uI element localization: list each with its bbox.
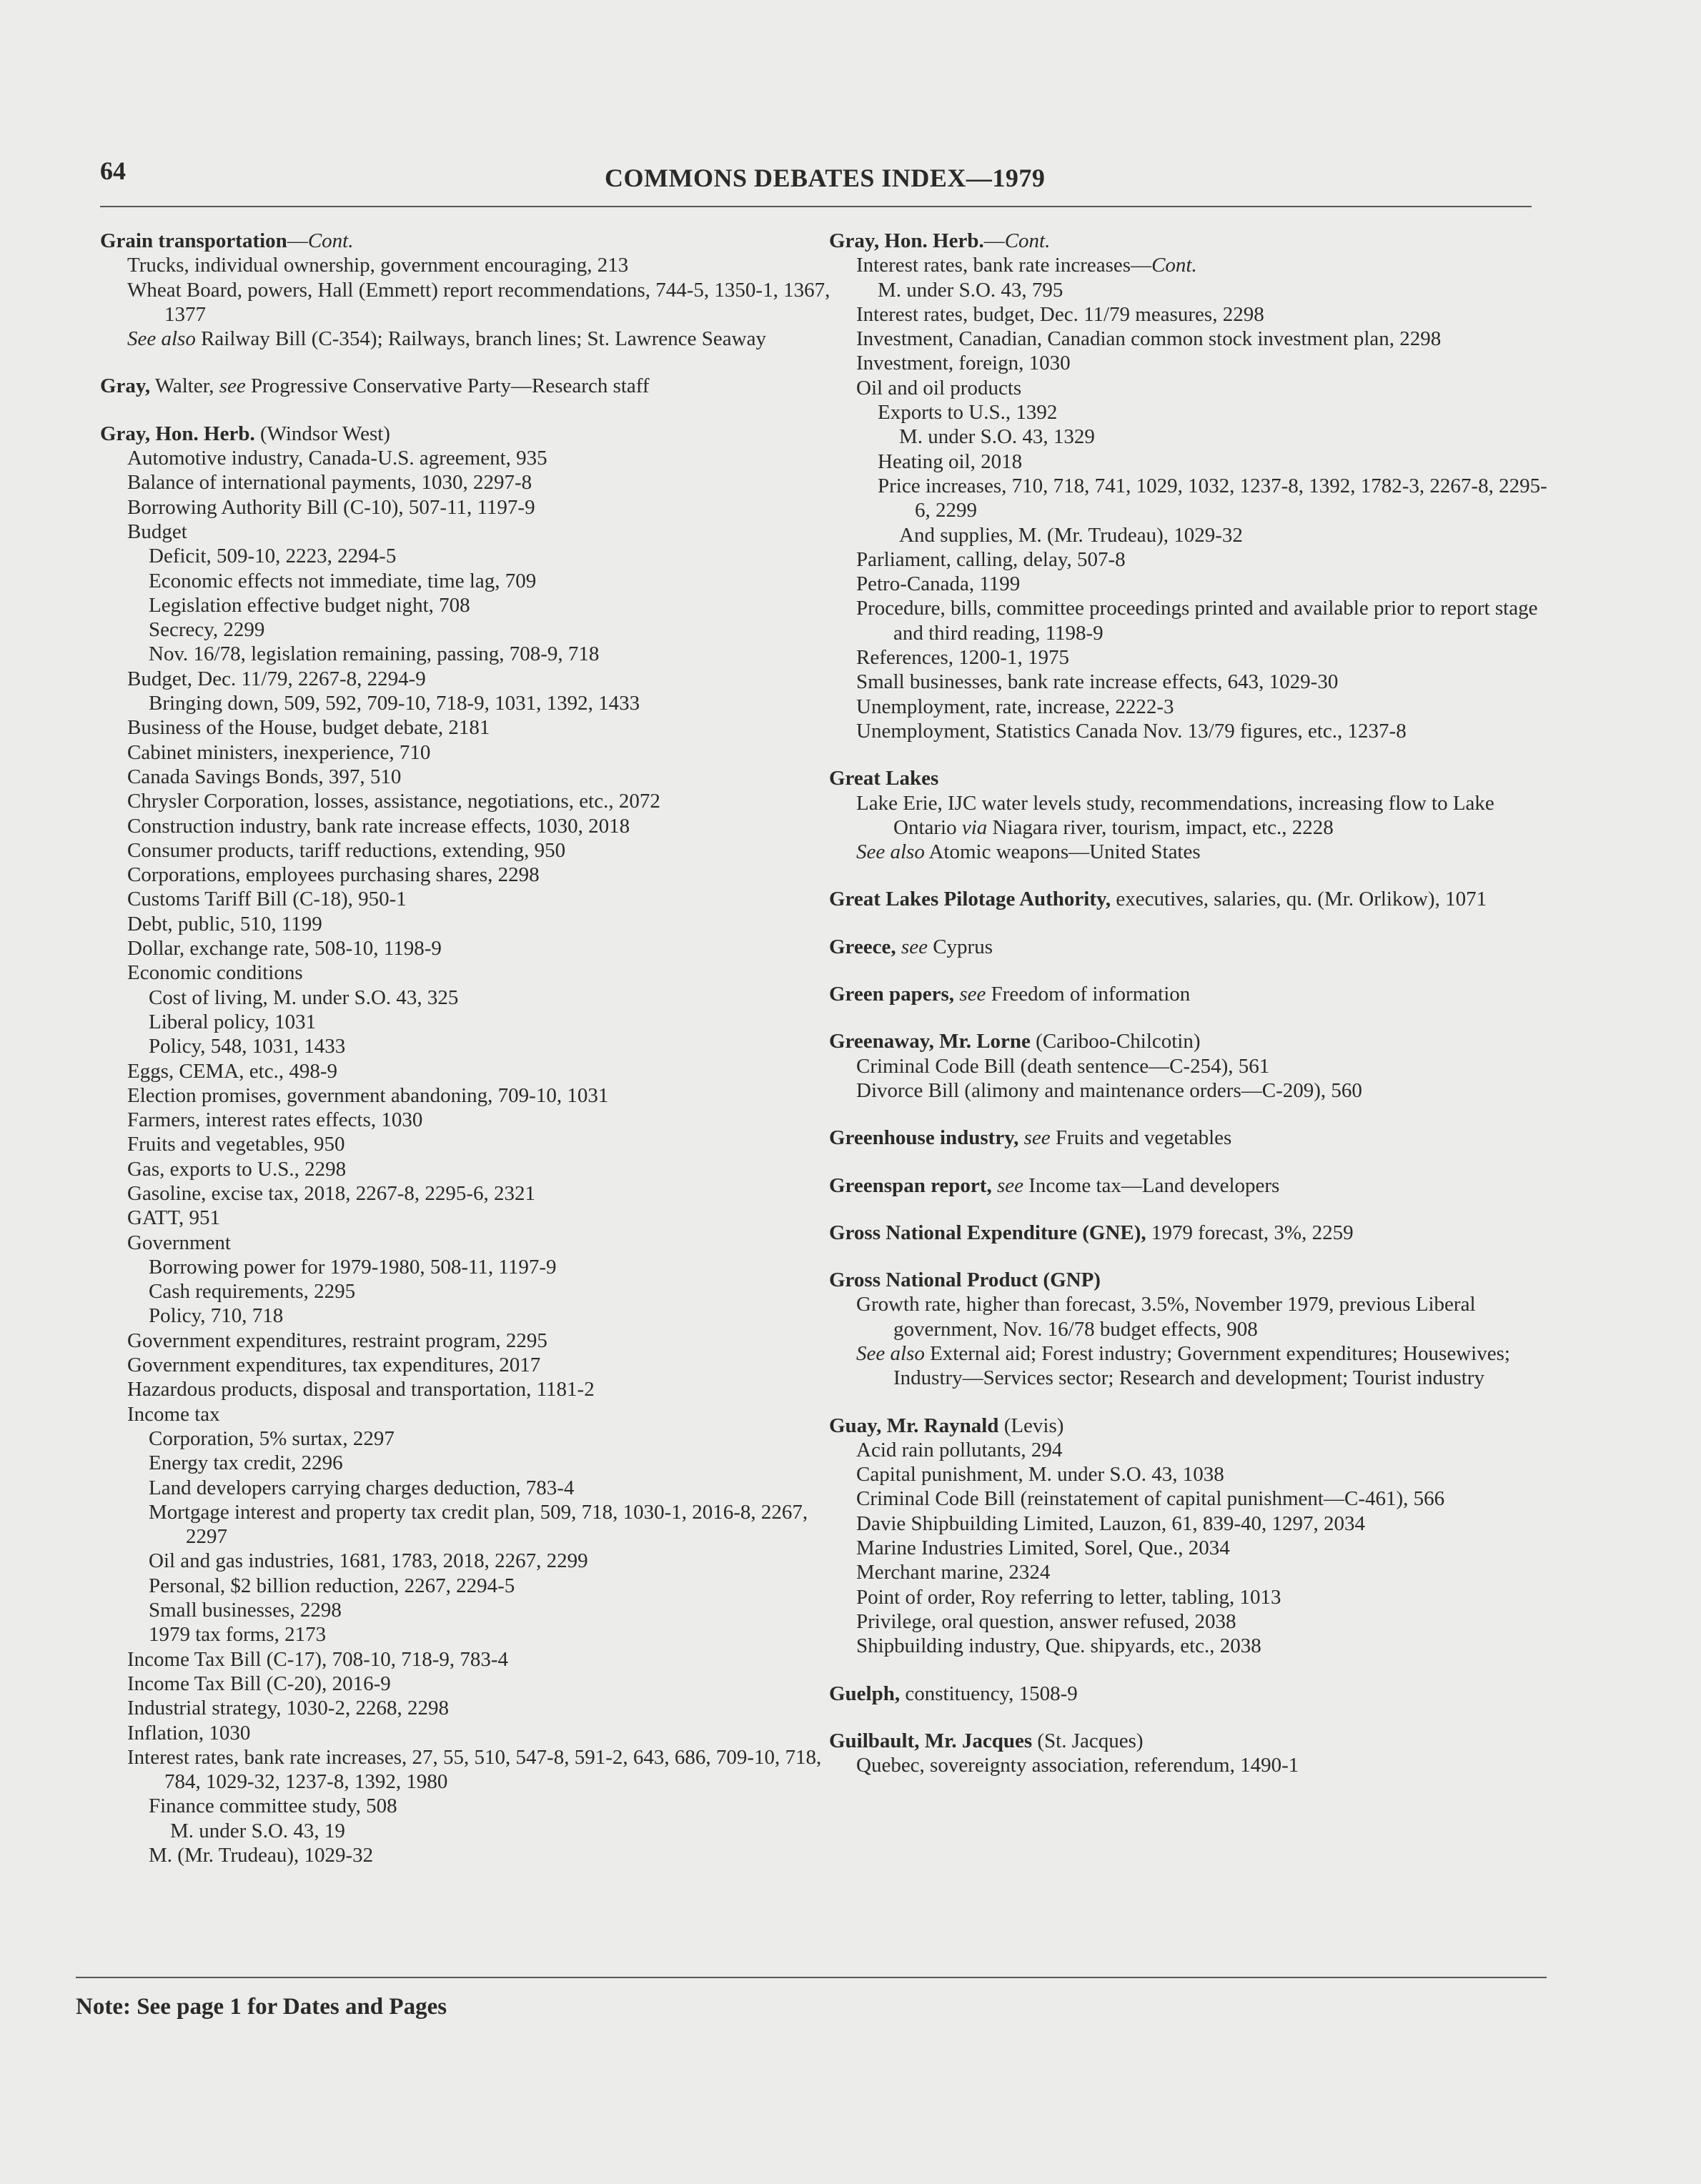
index-entry bbox=[829, 229, 1558, 743]
subentry-text: Investment, foreign, 1030 bbox=[856, 352, 1071, 375]
subentry-text: Point of order, Roy referring to letter, tabling, 1013 bbox=[856, 1585, 1281, 1609]
entry-heading bbox=[829, 982, 1558, 1006]
subentry-text: Interest rates, bank rate increases— bbox=[856, 254, 1152, 277]
subentry-text: Secrecy, 2299 bbox=[149, 618, 265, 642]
subentry-text: Mortgage interest and property tax credit plan, 509, 718, 1030-1, 2016-8, 2267, 2297 bbox=[149, 1500, 808, 1549]
subentry-text: GATT, 951 bbox=[127, 1206, 220, 1230]
heading-rest: constituency, 1508-9 bbox=[900, 1682, 1078, 1705]
subentry bbox=[146, 1034, 843, 1058]
entry-heading bbox=[829, 229, 1558, 253]
subentry-text: Borrowing power for 1979-1980, 508-11, 1197-9 bbox=[149, 1255, 557, 1279]
index-entry bbox=[829, 1268, 1558, 1390]
subentry-text: Cabinet ministers, inexperience, 710 bbox=[127, 740, 431, 764]
left-column bbox=[100, 229, 843, 1867]
subentry bbox=[146, 1451, 843, 1475]
see-reference: see bbox=[959, 983, 986, 1006]
subentry-text: Oil and gas industries, 1681, 1783, 2018, 2267, 2299 bbox=[149, 1549, 588, 1573]
see-also-label: See also bbox=[856, 840, 925, 864]
subentry-list bbox=[829, 1753, 1558, 1777]
subentry-text: Corporations, employees purchasing shares, 2298 bbox=[127, 863, 540, 887]
entry-heading bbox=[829, 1221, 1558, 1245]
subentry bbox=[146, 1279, 843, 1304]
entry-heading bbox=[829, 1729, 1558, 1753]
subentry bbox=[853, 1512, 1558, 1536]
subentry bbox=[146, 1598, 843, 1622]
subentry-text: M. (Mr. Trudeau), 1029-32 bbox=[149, 1844, 374, 1867]
see-reference: see bbox=[219, 374, 246, 398]
heading-after: Cyprus bbox=[927, 935, 993, 958]
subentry bbox=[124, 814, 843, 838]
subentry-text: Unemployment, Statistics Canada Nov. 13/79 figures, etc., 1237-8 bbox=[856, 719, 1407, 743]
subentry-text: Trucks, individual ownership, government encouraging, 213 bbox=[127, 254, 629, 277]
subentry bbox=[853, 1462, 1558, 1486]
right-column bbox=[829, 229, 1558, 1777]
entry-heading bbox=[100, 229, 843, 253]
entry-heading bbox=[829, 766, 1558, 790]
subentry-text: Land developers carrying charges deduction, 783-4 bbox=[149, 1476, 575, 1499]
subentry-text: Divorce Bill (alimony and maintenance orders—C-209), 560 bbox=[856, 1078, 1362, 1102]
subentry-text: Acid rain pollutants, 294 bbox=[856, 1438, 1063, 1461]
cont-label: Cont. bbox=[307, 229, 354, 252]
subentry-text: Exports to U.S., 1392 bbox=[878, 401, 1058, 425]
entry-heading bbox=[829, 1414, 1558, 1438]
subentry-text: Small businesses, 2298 bbox=[149, 1599, 342, 1622]
index-entry bbox=[829, 1029, 1558, 1103]
subentry-text: Shipbuilding industry, Que. shipyards, etc., 2038 bbox=[856, 1634, 1261, 1658]
subentry-text: Corporation, 5% surtax, 2297 bbox=[149, 1426, 395, 1450]
subentry bbox=[146, 1426, 843, 1451]
subentry-text: M. under S.O. 43, 795 bbox=[878, 278, 1063, 302]
heading-after: Income tax—Land developers bbox=[1023, 1173, 1280, 1197]
subentry bbox=[124, 667, 843, 691]
subentry bbox=[853, 1438, 1558, 1462]
running-title: COMMONS DEBATES INDEX—1979 bbox=[605, 164, 1046, 192]
subentry bbox=[875, 474, 1558, 523]
heading-word: Grain transportation bbox=[100, 229, 287, 252]
subentry bbox=[124, 789, 843, 813]
heading-word: Great Lakes Pilotage Authority, bbox=[829, 888, 1111, 911]
subentry bbox=[124, 1377, 843, 1401]
subentry bbox=[853, 253, 1558, 277]
subentry-list bbox=[829, 1054, 1558, 1103]
subentry bbox=[853, 596, 1558, 645]
subentry bbox=[146, 1476, 843, 1500]
index-entry bbox=[829, 1173, 1558, 1198]
subentry bbox=[853, 791, 1558, 840]
subentry bbox=[124, 1059, 843, 1083]
subentry bbox=[124, 278, 843, 327]
subentry-text: Bringing down, 509, 592, 709-10, 718-9, 1031, 1392, 1433 bbox=[149, 692, 640, 715]
subentry bbox=[853, 1486, 1558, 1511]
subentry bbox=[124, 1745, 843, 1795]
heading-word: Gross National Expenditure (GNE), bbox=[829, 1221, 1146, 1244]
subentry-text: Policy, 548, 1031, 1433 bbox=[149, 1035, 346, 1058]
subentry bbox=[146, 544, 843, 568]
subentry bbox=[124, 838, 843, 863]
subentry-text: Economic conditions bbox=[127, 961, 303, 985]
subentry-text: Cash requirements, 2295 bbox=[149, 1280, 356, 1304]
index-entry bbox=[829, 1126, 1558, 1150]
subentry-text: Construction industry, bank rate increase effects, 1030, 2018 bbox=[127, 814, 630, 838]
subentry-text: Borrowing Authority Bill (C-10), 507-11, 1197-9 bbox=[127, 495, 535, 519]
subentry bbox=[853, 1292, 1558, 1341]
subentry bbox=[124, 715, 843, 740]
subentry-text: Criminal Code Bill (death sentence—C-254), 561 bbox=[856, 1054, 1270, 1078]
subentry bbox=[124, 495, 843, 520]
subentry-text: Liberal policy, 1031 bbox=[149, 1010, 317, 1033]
subentry-text: Hazardous products, disposal and transportation, 1181-2 bbox=[127, 1378, 595, 1401]
subentry bbox=[124, 327, 843, 351]
subentry bbox=[896, 523, 1558, 547]
subentry bbox=[853, 302, 1558, 327]
subentry-list bbox=[100, 446, 843, 1867]
heading-word: Great Lakes bbox=[829, 767, 939, 790]
heading-after: Freedom of information bbox=[986, 983, 1191, 1006]
index-entry bbox=[829, 766, 1558, 864]
index-entry bbox=[829, 1682, 1558, 1706]
subentry bbox=[124, 740, 843, 765]
subentry-text-cont: Niagara river, tourism, impact, etc., 2228 bbox=[987, 815, 1334, 839]
subentry-text: Customs Tariff Bill (C-18), 950-1 bbox=[127, 888, 407, 911]
subentry bbox=[853, 547, 1558, 572]
subentry-text: Legislation effective budget night, 708 bbox=[149, 593, 470, 617]
subentry bbox=[124, 520, 843, 544]
index-entry bbox=[100, 422, 843, 1868]
heading-word: Gray, Hon. Herb. bbox=[100, 422, 255, 445]
subentry-text: Policy, 710, 718 bbox=[149, 1304, 284, 1328]
heading-word: Gross National Product (GNP) bbox=[829, 1269, 1101, 1292]
heading-word: Green papers, bbox=[829, 983, 955, 1006]
subentry bbox=[124, 1353, 843, 1377]
subentry-list bbox=[829, 1438, 1558, 1659]
subentry-text: Interest rates, bank rate increases, 27, 55, 510, 547-8, 591-2, 643, 686, 709-10, 718, 784, 1029-32, 1237-8, 1392, 1980 bbox=[127, 1745, 822, 1794]
subentry bbox=[853, 1054, 1558, 1078]
subentry-text: Growth rate, higher than forecast, 3.5%, November 1979, previous Liberal government, Nov. 16/78 budget effects, 908 bbox=[856, 1293, 1476, 1341]
subentry bbox=[124, 1402, 843, 1426]
subentry-text: Budget bbox=[127, 520, 187, 543]
header-rule bbox=[100, 206, 1532, 207]
subentry-text: Government bbox=[127, 1231, 231, 1254]
subentry bbox=[853, 1609, 1558, 1634]
subentry bbox=[124, 936, 843, 961]
heading-word: Greece, bbox=[829, 935, 896, 958]
subentry-text: Election promises, government abandoning, 709-10, 1031 bbox=[127, 1083, 609, 1107]
subentry bbox=[124, 1132, 843, 1156]
subentry-text: Railway Bill (C-354); Railways, branch lines; St. Lawrence Seaway bbox=[195, 327, 766, 351]
subentry-text: Parliament, calling, delay, 507-8 bbox=[856, 547, 1126, 571]
see-also-label: See also bbox=[127, 327, 196, 351]
subentry-text: Government expenditures, tax expenditures, 2017 bbox=[127, 1354, 541, 1377]
subentry-text: Heating oil, 2018 bbox=[878, 450, 1023, 473]
index-entry bbox=[829, 887, 1558, 911]
index-entry bbox=[829, 1414, 1558, 1659]
see-also-label: See also bbox=[856, 1341, 925, 1365]
heading-word: Guay, Mr. Raynald bbox=[829, 1414, 999, 1437]
subentry bbox=[875, 400, 1558, 425]
subentry-list bbox=[829, 1292, 1558, 1390]
subentry-text: Deficit, 509-10, 2223, 2294-5 bbox=[149, 545, 397, 568]
subentry bbox=[853, 1341, 1558, 1391]
page-header bbox=[0, 0, 1701, 214]
heading-word: Guilbault, Mr. Jacques bbox=[829, 1729, 1033, 1752]
subentry bbox=[853, 376, 1558, 400]
subentry bbox=[124, 1647, 843, 1672]
subentry bbox=[853, 670, 1558, 694]
subentry-text: Petro-Canada, 1199 bbox=[856, 572, 1021, 596]
subentry-text: M. under S.O. 43, 1329 bbox=[899, 425, 1095, 449]
subentry bbox=[146, 1010, 843, 1034]
subentry bbox=[124, 887, 843, 911]
entry-heading bbox=[100, 374, 843, 398]
subentry-text: Finance committee study, 508 bbox=[149, 1795, 397, 1818]
heading-rest: — bbox=[287, 229, 308, 252]
heading-after: Progressive Conservative Party—Research staff bbox=[245, 374, 650, 398]
heading-rest: — bbox=[983, 229, 1005, 252]
entry-heading bbox=[829, 1682, 1558, 1706]
subentry-text: Merchant marine, 2324 bbox=[856, 1561, 1051, 1584]
heading-rest: executives, salaries, qu. (Mr. Orlikow), 1071 bbox=[1111, 888, 1487, 911]
subentry-text: Canada Savings Bonds, 397, 510 bbox=[127, 765, 402, 788]
subentry-text: Chrysler Corporation, losses, assistance, negotiations, etc., 2072 bbox=[127, 790, 660, 813]
subentry bbox=[146, 642, 843, 666]
entry-heading bbox=[829, 887, 1558, 911]
entry-heading bbox=[829, 935, 1558, 959]
subentry-text: Price increases, 710, 718, 741, 1029, 1032, 1237-8, 1392, 1782-3, 2267-8, 2295-6, 2299 bbox=[878, 474, 1547, 522]
subentry bbox=[124, 1672, 843, 1696]
subentry-text: Energy tax credit, 2296 bbox=[149, 1451, 343, 1475]
subentry-text: Privilege, oral question, answer refused, 2038 bbox=[856, 1609, 1236, 1633]
subentry-text: Personal, $2 billion reduction, 2267, 2294-5 bbox=[149, 1574, 515, 1597]
subentry bbox=[124, 1083, 843, 1108]
subentry bbox=[146, 1622, 843, 1647]
heading-rest bbox=[896, 935, 901, 958]
subentry-text: Gas, exports to U.S., 2298 bbox=[127, 1157, 347, 1181]
subentry-text: External aid; Forest industry; Government expenditures; Housewives; Industry—Services sector; Research and development; Tourist industry bbox=[893, 1341, 1510, 1390]
see-reference: see bbox=[996, 1173, 1023, 1197]
subentry bbox=[853, 1753, 1558, 1777]
heading-rest bbox=[1018, 1126, 1023, 1149]
subentry-text: And supplies, M. (Mr. Trudeau), 1029-32 bbox=[899, 523, 1243, 547]
subentry bbox=[124, 765, 843, 789]
subentry-text: Atomic weapons—United States bbox=[924, 840, 1201, 864]
heading-rest: Walter, bbox=[150, 374, 219, 398]
subentry bbox=[124, 1329, 843, 1353]
subentry bbox=[853, 1536, 1558, 1560]
subentry-text: Income Tax Bill (C-20), 2016-9 bbox=[127, 1672, 391, 1695]
subentry bbox=[124, 961, 843, 985]
subentry bbox=[124, 912, 843, 936]
subentry bbox=[853, 327, 1558, 351]
subentry-text: Industrial strategy, 1030-2, 2268, 2298 bbox=[127, 1697, 449, 1720]
subentry bbox=[146, 691, 843, 715]
subentry bbox=[146, 569, 843, 593]
subentry-text: Automotive industry, Canada-U.S. agreement, 935 bbox=[127, 447, 547, 470]
subentry-text: Budget, Dec. 11/79, 2267-8, 2294-9 bbox=[127, 667, 426, 690]
subentry bbox=[124, 1157, 843, 1181]
subentry bbox=[124, 1231, 843, 1255]
subentry bbox=[875, 278, 1558, 302]
subentry bbox=[853, 1634, 1558, 1658]
subentry bbox=[853, 1078, 1558, 1103]
subentry bbox=[853, 695, 1558, 719]
entry-heading bbox=[829, 1173, 1558, 1198]
subentry-text: 1979 tax forms, 2173 bbox=[149, 1623, 327, 1647]
subentry bbox=[146, 1304, 843, 1328]
subentry bbox=[146, 1500, 843, 1549]
subentry-text: Income Tax Bill (C-17), 708-10, 718-9, 783-4 bbox=[127, 1647, 509, 1671]
subentry-text: Fruits and vegetables, 950 bbox=[127, 1133, 345, 1156]
subentry-text: Unemployment, rate, increase, 2222-3 bbox=[856, 695, 1174, 718]
entry-heading bbox=[100, 422, 843, 446]
subentry-text: Farmers, interest rates effects, 1030 bbox=[127, 1108, 423, 1132]
subentry bbox=[146, 986, 843, 1010]
see-reference: see bbox=[901, 935, 928, 958]
subentry-text: Lake Erie, IJC water levels study, recommendations, increasing flow to Lake Ontario bbox=[856, 791, 1494, 839]
subentry bbox=[124, 1206, 843, 1230]
subentry bbox=[167, 1819, 843, 1843]
subentry-list bbox=[829, 791, 1558, 865]
subentry bbox=[124, 1181, 843, 1206]
subentry-list bbox=[100, 253, 843, 351]
heading-rest bbox=[992, 1174, 997, 1197]
see-reference: see bbox=[1023, 1126, 1051, 1150]
subentry-text: Oil and oil products bbox=[856, 376, 1022, 399]
subentry bbox=[146, 1255, 843, 1279]
heading-word: Gray, Hon. Herb. bbox=[829, 229, 984, 252]
subentry-text: Quebec, sovereignty association, referendum, 1490-1 bbox=[856, 1754, 1299, 1777]
subentry-text: M. under S.O. 43, 19 bbox=[170, 1819, 345, 1842]
heading-word: Greenhouse industry, bbox=[829, 1126, 1019, 1150]
heading-rest: (St. Jacques) bbox=[1032, 1729, 1144, 1752]
subentry-text: Economic effects not immediate, time lag, 709 bbox=[149, 569, 537, 592]
subentry bbox=[124, 253, 843, 277]
subentry bbox=[853, 1560, 1558, 1584]
entry-heading bbox=[829, 1029, 1558, 1053]
heading-rest: (Cariboo-Chilcotin) bbox=[1030, 1030, 1201, 1053]
subentry-text: Wheat Board, powers, Hall (Emmett) report recommendations, 744-5, 1350-1, 1367, 1377 bbox=[127, 278, 830, 326]
subentry-text: Marine Industries Limited, Sorel, Que., 2034 bbox=[856, 1537, 1230, 1560]
subentry-text: Inflation, 1030 bbox=[127, 1721, 251, 1744]
index-entry bbox=[100, 374, 843, 398]
subentry bbox=[124, 446, 843, 470]
subentry-text: Balance of international payments, 1030, 2297-8 bbox=[127, 471, 532, 495]
subentry bbox=[146, 1794, 843, 1818]
subentry-text: Investment, Canadian, Canadian common stock investment plan, 2298 bbox=[856, 327, 1442, 351]
heading-rest: (Levis) bbox=[998, 1414, 1064, 1437]
subentry bbox=[124, 1108, 843, 1132]
subentry bbox=[146, 617, 843, 642]
page-number: 64 bbox=[100, 157, 126, 185]
footer-rule bbox=[76, 1977, 1547, 1978]
subentry bbox=[124, 1721, 843, 1745]
subentry bbox=[896, 425, 1558, 449]
subentry bbox=[124, 863, 843, 887]
italic-term: via bbox=[961, 815, 988, 839]
subentry bbox=[853, 351, 1558, 375]
subentry-text: Interest rates, budget, Dec. 11/79 measures, 2298 bbox=[856, 302, 1264, 326]
subentry bbox=[853, 572, 1558, 596]
subentry bbox=[124, 1696, 843, 1720]
subentry bbox=[875, 450, 1558, 474]
cont-label: Cont. bbox=[1151, 254, 1197, 277]
subentry-text: Eggs, CEMA, etc., 498-9 bbox=[127, 1059, 337, 1083]
heading-word: Gray, bbox=[100, 374, 151, 398]
subentry-text: Criminal Code Bill (reinstatement of capital punishment—C-461), 566 bbox=[856, 1487, 1445, 1511]
index-entry bbox=[829, 935, 1558, 959]
index-entry bbox=[829, 1221, 1558, 1245]
subentry-text: Dollar, exchange rate, 508-10, 1198-9 bbox=[127, 937, 442, 961]
subentry bbox=[124, 470, 843, 495]
subentry bbox=[853, 1585, 1558, 1609]
subentry bbox=[146, 1843, 843, 1867]
subentry-text: Government expenditures, restraint program, 2295 bbox=[127, 1329, 547, 1352]
heading-word: Guelph, bbox=[829, 1682, 901, 1705]
entry-heading bbox=[829, 1268, 1558, 1292]
heading-rest: 1979 forecast, 3%, 2259 bbox=[1146, 1221, 1354, 1244]
cont-label: Cont. bbox=[1004, 229, 1051, 252]
subentry bbox=[853, 645, 1558, 670]
subentry-text: Income tax bbox=[127, 1402, 220, 1426]
index-entry bbox=[829, 982, 1558, 1006]
subentry bbox=[146, 1549, 843, 1573]
entry-heading bbox=[829, 1126, 1558, 1150]
subentry-text: Small businesses, bank rate increase effects, 643, 1029-30 bbox=[856, 670, 1339, 694]
heading-word: Greenaway, Mr. Lorne bbox=[829, 1030, 1031, 1053]
subentry bbox=[853, 719, 1558, 743]
subentry-text: Capital punishment, M. under S.O. 43, 1038 bbox=[856, 1463, 1224, 1486]
heading-rest: (Windsor West) bbox=[254, 422, 390, 445]
subentry-text: Davie Shipbuilding Limited, Lauzon, 61, 839-40, 1297, 2034 bbox=[856, 1512, 1366, 1535]
subentry-text: Gasoline, excise tax, 2018, 2267-8, 2295-6, 2321 bbox=[127, 1181, 536, 1205]
subentry-text: Procedure, bills, committee proceedings printed and available prior to report stage and third reading, 1198-9 bbox=[856, 597, 1538, 645]
subentry-text: Consumer products, tariff reductions, extending, 950 bbox=[127, 838, 566, 862]
subentry-text: Debt, public, 510, 1199 bbox=[127, 912, 322, 935]
subentry bbox=[146, 1574, 843, 1598]
subentry-text: Nov. 16/78, legislation remaining, passing, 708-9, 718 bbox=[149, 642, 600, 666]
subentry bbox=[146, 593, 843, 617]
subentry-list bbox=[829, 253, 1558, 743]
subentry-text: Business of the House, budget debate, 2181 bbox=[127, 716, 490, 740]
heading-word: Greenspan report, bbox=[829, 1173, 992, 1197]
subentry-text: Cost of living, M. under S.O. 43, 325 bbox=[149, 986, 459, 1009]
index-entry bbox=[829, 1729, 1558, 1778]
heading-after: Fruits and vegetables bbox=[1050, 1126, 1232, 1150]
subentry bbox=[853, 840, 1558, 864]
index-entry bbox=[100, 229, 843, 351]
subentry-text: References, 1200-1, 1975 bbox=[856, 646, 1069, 670]
footer-note: Note: See page 1 for Dates and Pages bbox=[76, 1994, 447, 2020]
